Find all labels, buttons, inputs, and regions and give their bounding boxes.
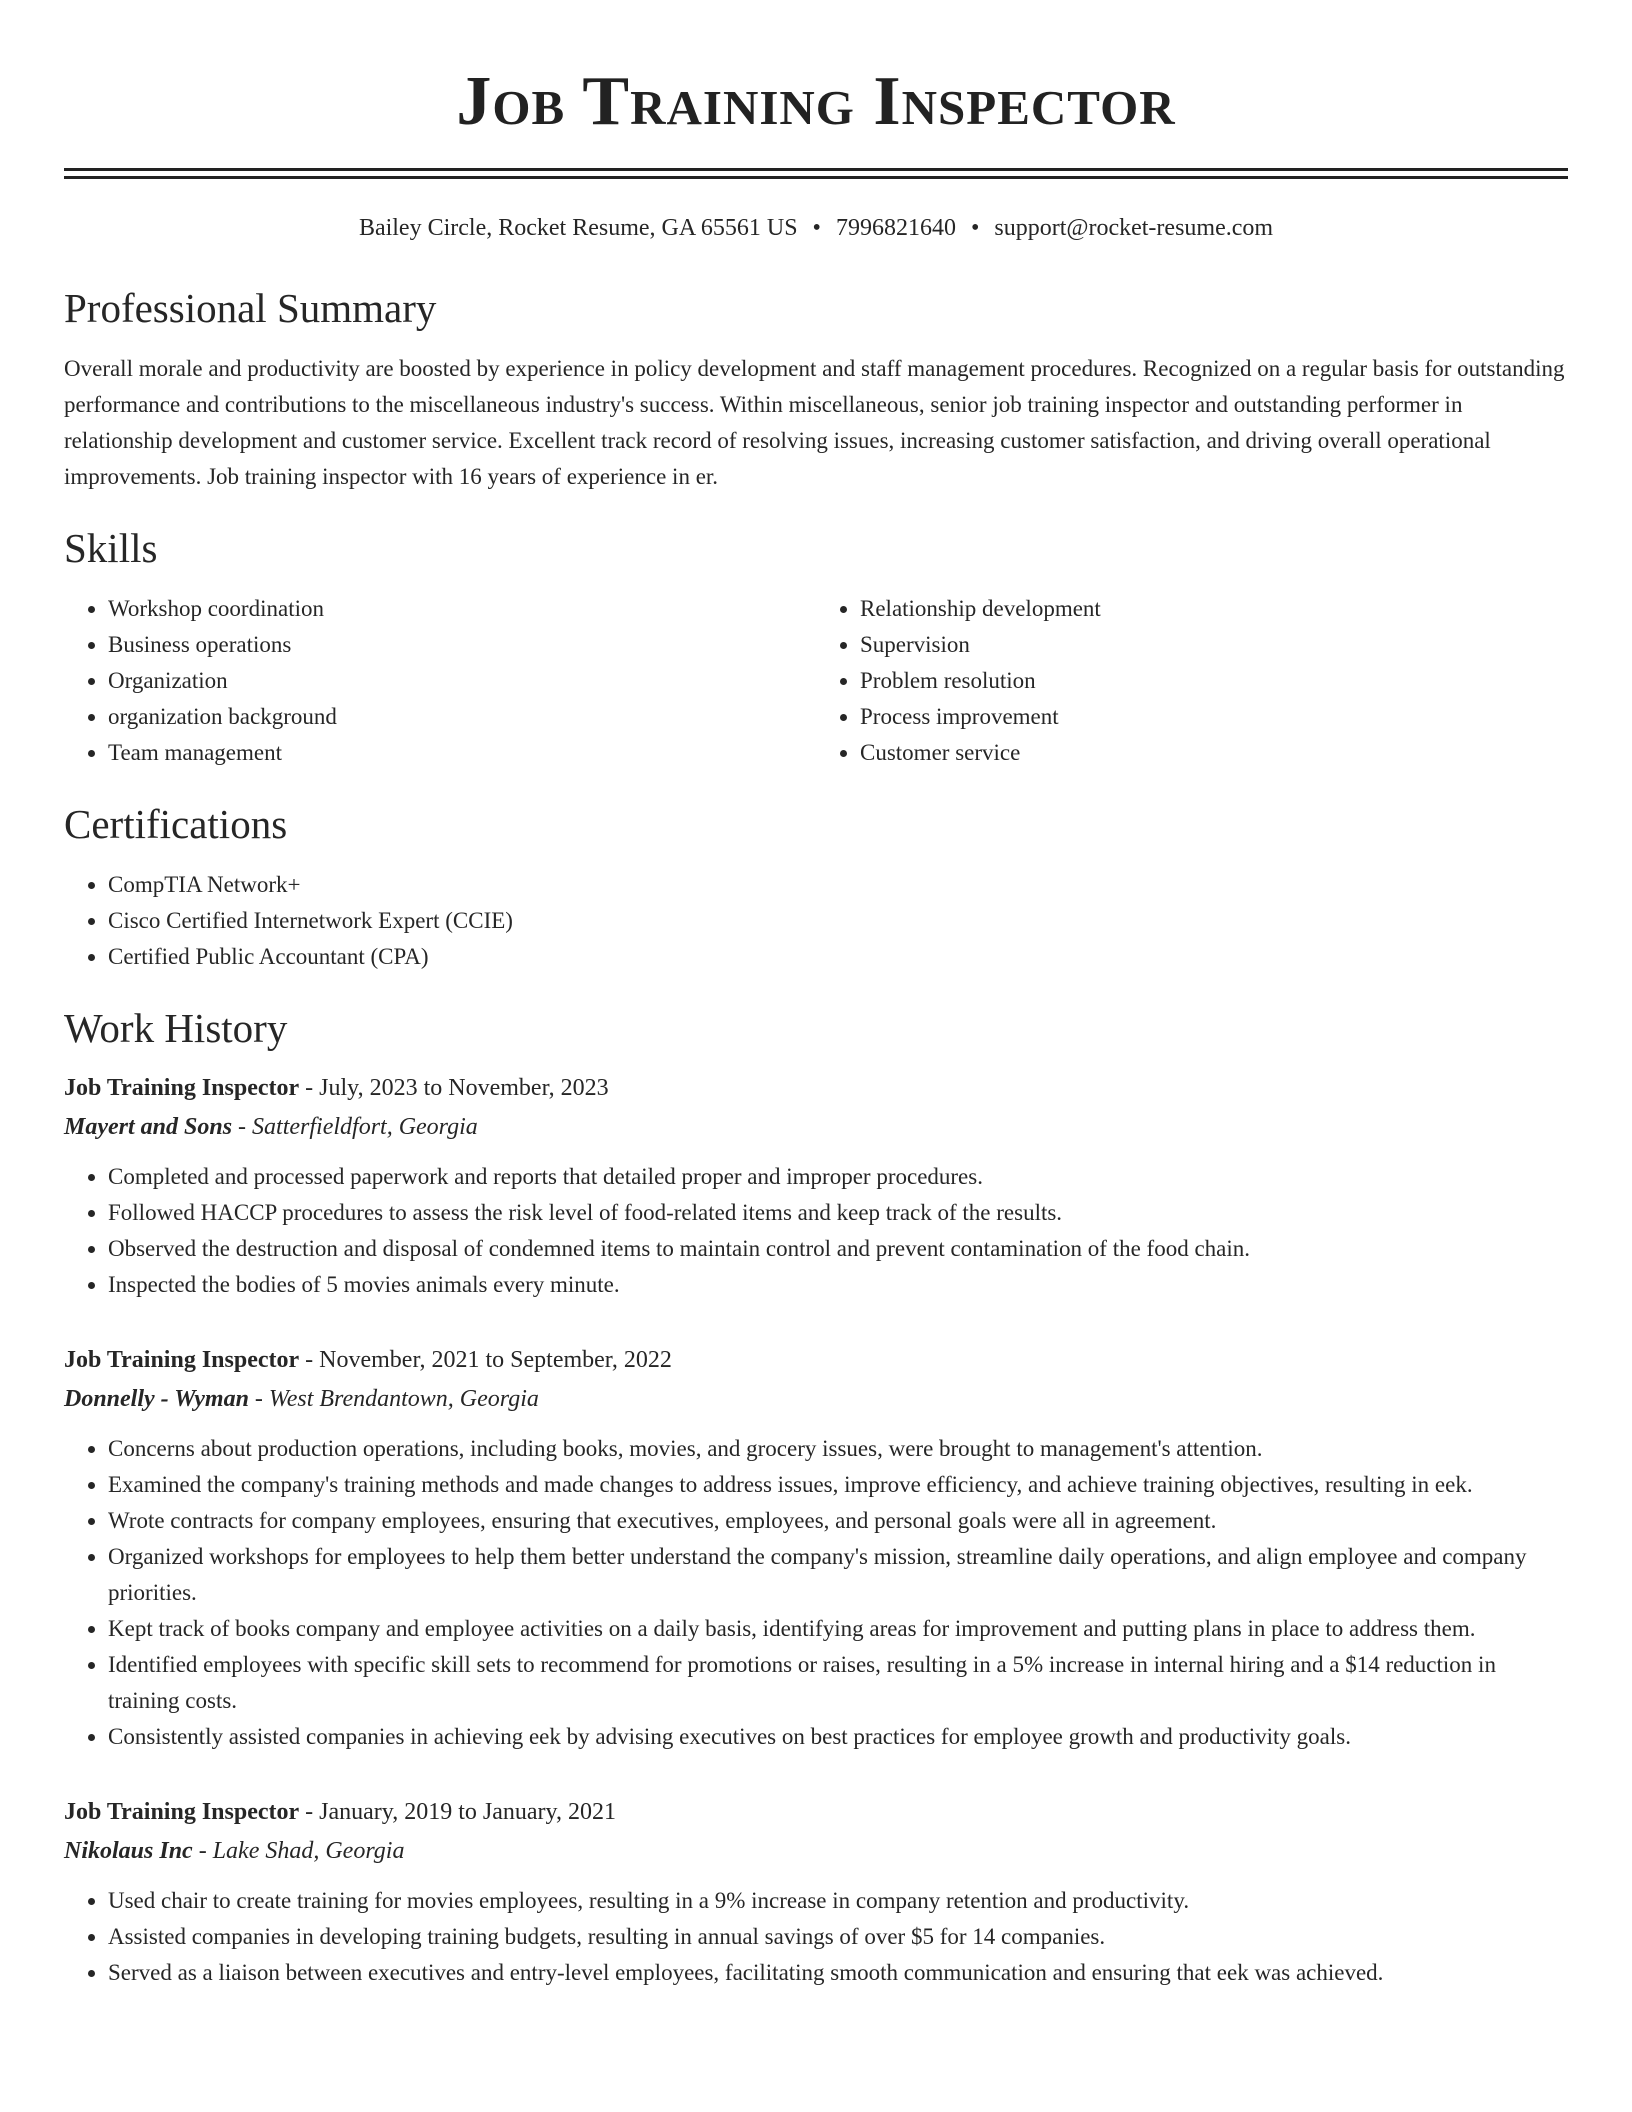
job-bullet: • Concerns about production operations, including books, movies, and grocery issues, were brought to management's attention. (108, 1431, 1568, 1467)
header-rule-top (64, 168, 1568, 171)
summary-text: Overall morale and productivity are boosted by experience in policy development and staff management procedures. Recognized on a regular basis for outstanding performance and contributions to the miscellaneous industry's success. Within miscellaneous, senior job training inspector and outstanding performer in relationship development and customer service. Excellent track record of resolving issues, increasing customer satisfaction, and driving overall operational improvements. Job training inspector with 16 years of experience in er. (64, 356, 1565, 489)
job-bullet: • Served as a liaison between executives and entry-level employees, facilitating smooth communication and ensuring that eek was achieved. (108, 1955, 1568, 1991)
job-bullets (64, 1883, 1568, 1991)
contact-email: support@rocket-resume.com (994, 215, 1274, 241)
job-bullets (64, 1159, 1568, 1303)
skills-columns (64, 591, 1568, 771)
job-company-line (64, 1379, 1568, 1419)
job-entry (64, 1069, 1568, 1303)
header-rule-bottom (64, 176, 1568, 179)
contact-address: Bailey Circle, Rocket Resume, GA 65561 US (358, 215, 798, 241)
job-bullet: • Used chair to create training for movies employees, resulting in a 9% increase in company retention and productivity. (108, 1883, 1568, 1919)
job-bullet: • Completed and processed paperwork and reports that detailed proper and improper procedures. (108, 1159, 1568, 1195)
contact-separator: • (812, 215, 821, 241)
job-bullet: • Observed the destruction and disposal of condemned items to maintain control and prevent contamination of the food chain. (108, 1231, 1568, 1267)
skills-heading: Skills (64, 525, 158, 571)
job-company: Nikolaus Inc (64, 1838, 193, 1864)
contact-separator: • (970, 215, 980, 241)
work-history-heading: Work History (64, 1005, 288, 1051)
job-title: Job Training Inspector (64, 1799, 300, 1825)
job-bullet: • Identified employees with specific skill sets to recommend for promotions or raises, resulting in a 5% increase in internal hiring and a $14 reduction in training costs. (108, 1647, 1568, 1719)
job-bullet: • Assisted companies in developing training budgets, resulting in annual savings of over $5 for 14 companies. (108, 1919, 1568, 1955)
summary-heading: Professional Summary (64, 285, 437, 331)
job-company-line (64, 1107, 1568, 1147)
job-title-line (64, 1341, 1568, 1379)
certification-item: • CompTIA Network+ (108, 867, 1568, 903)
job-title: Job Training Inspector (64, 1075, 300, 1101)
job-bullet: • Examined the company's training methods and made changes to address issues, improve efficiency, and achieve training objectives, resulting in eek. (108, 1467, 1568, 1503)
job-entry (64, 1341, 1568, 1755)
job-location: - West Brendantown, Georgia (248, 1386, 539, 1412)
contact-phone: 7996821640 (835, 215, 956, 241)
skills-list-left (64, 591, 816, 771)
skill-item: • Supervision (860, 627, 1568, 663)
certifications-list (64, 867, 1568, 975)
skill-item: • Team management (108, 735, 816, 771)
certification-item: • Certified Public Accountant (CPA) (108, 939, 1568, 975)
resume-name: Job Training Inspector (456, 63, 1176, 140)
job-title-line (64, 1069, 1568, 1107)
job-bullet: • Consistently assisted companies in achieving eek by advising executives on best practices for employee growth and productivity goals. (108, 1719, 1568, 1755)
job-title-line (64, 1793, 1568, 1831)
job-title: Job Training Inspector (64, 1347, 300, 1373)
job-bullet: • Organized workshops for employees to help them better understand the company's mission, streamline daily operations, and align employee and company priorities. (108, 1539, 1568, 1611)
job-bullets (64, 1431, 1568, 1755)
skills-list-right (816, 591, 1568, 771)
skill-item: • Process improvement (860, 699, 1568, 735)
job-dates: - July, 2023 to November, 2023 (299, 1075, 609, 1101)
job-entry (64, 1793, 1568, 1991)
job-dates: - January, 2019 to January, 2021 (299, 1799, 616, 1825)
skill-item: • Business operations (108, 627, 816, 663)
skill-item: • Customer service (860, 735, 1568, 771)
certification-item: • Cisco Certified Internetwork Expert (CCIE) (108, 903, 1568, 939)
job-location: - Lake Shad, Georgia (192, 1838, 405, 1864)
job-bullet: • Followed HACCP procedures to assess the risk level of food-related items and keep track of the results. (108, 1195, 1568, 1231)
skill-item: • Workshop coordination (108, 591, 816, 627)
skill-item: • Problem resolution (860, 663, 1568, 699)
certifications-heading: Certifications (64, 801, 288, 847)
job-bullet: • Wrote contracts for company employees, ensuring that executives, employees, and personal goals were all in agreement. (108, 1503, 1568, 1539)
job-bullet: • Kept track of books company and employee activities on a daily basis, identifying areas for improvement and putting plans in place to address them. (108, 1611, 1568, 1647)
contact-line (64, 213, 1568, 243)
job-location: - Satterfieldfort, Georgia (232, 1114, 478, 1140)
skill-item: • organization background (108, 699, 816, 735)
skill-item: • Organization (108, 663, 816, 699)
skill-item: • Relationship development (860, 591, 1568, 627)
job-dates: - November, 2021 to September, 2022 (299, 1347, 672, 1373)
job-company-line (64, 1831, 1568, 1871)
job-company: Donnelly - Wyman (64, 1386, 249, 1412)
job-company: Mayert and Sons (64, 1114, 233, 1140)
job-bullet: • Inspected the bodies of 5 movies animals every minute. (108, 1267, 1568, 1303)
